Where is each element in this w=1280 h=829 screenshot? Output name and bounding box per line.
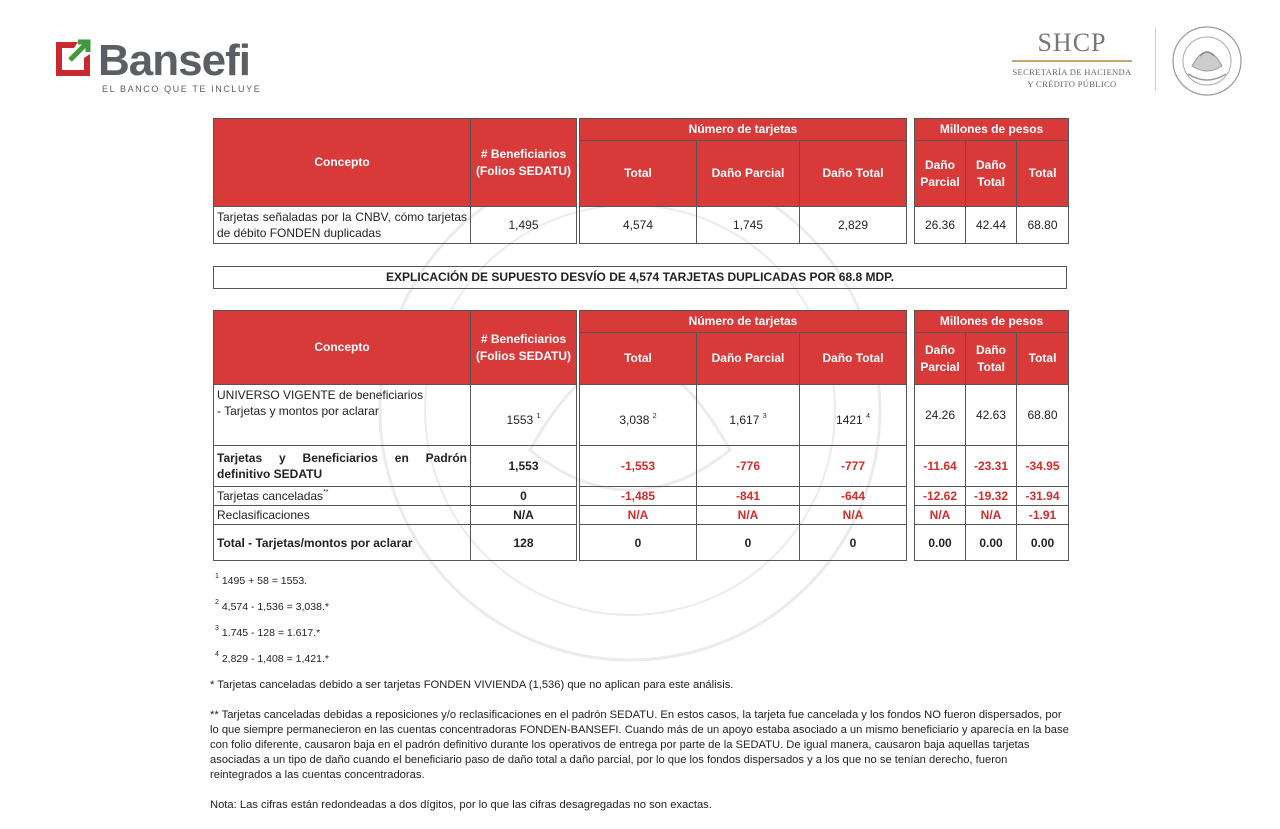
- row-beneficiarios: 128: [471, 525, 577, 561]
- row-m-dano-total: 42.63: [966, 385, 1017, 446]
- row-m-total: 68.80: [1017, 207, 1069, 244]
- row-dano-parcial: -841: [697, 487, 800, 506]
- detail-table: [213, 310, 1069, 561]
- row-dano-total: 2,829: [800, 207, 907, 244]
- shcp-logo: [1006, 28, 1138, 90]
- row-total: -1,485: [580, 487, 697, 506]
- footnote-3: $^3$ 1.745 - 128 = 1.617.*: [215, 625, 321, 639]
- row-concepto: Tarjetas y Beneficiarios en Padrón definitivo SEDATU: [214, 446, 471, 487]
- row-concepto: Reclasificaciones: [214, 506, 471, 525]
- row-dano-parcial: 1,617 $^3$: [697, 385, 800, 446]
- row-m-total: -1.91: [1017, 506, 1069, 525]
- header-m-dano-total: Daño Total: [966, 141, 1017, 207]
- note-double-star: ** Tarjetas canceladas debidas a reposiciones y/o reclasificaciones en el padrón SEDATU. En estos casos, la tarjeta fue cancelada y los fondos NO fueron dispersados, por lo que siempre permanecieron en las cuentas concentradoras FONDEN-BANSEFI. Cuando más de un apoyo estaba asociado a un mismo beneficiario y aparecía en la base con folio diferente, causaron baja en el padrón definitivo durante los operativos de entrega por parte de la SEDATU. De igual manera, causaron baja aquellas tarjetas asociadas a un tipo de daño cuando el beneficiario paso de daño total a daño parcial, por lo que los fondos dispersados y a los que no se tenían derecho, fueron reintegrados a las cuentas concentradoras.: [210, 709, 1069, 781]
- row-total: -1,553: [580, 446, 697, 487]
- row-m-dano-total: 0.00: [966, 525, 1017, 561]
- header-m-total: Total: [1017, 141, 1069, 207]
- note-final: Nota: Las cifras están redondeadas a dos dígitos, por lo que las cifras desagregadas no son exactas.: [210, 799, 712, 811]
- row-beneficiarios: N/A: [471, 506, 577, 525]
- header-millones-pesos: Millones de pesos: [915, 119, 1069, 141]
- row-concepto: Tarjetas canceladas**: [214, 487, 471, 506]
- header-concepto: Concepto: [214, 311, 471, 385]
- header-dano-parcial: Daño Parcial: [697, 141, 800, 207]
- header-m-dano-parcial: Daño Parcial: [915, 141, 966, 207]
- row-dano-total: N/A: [800, 506, 907, 525]
- row-m-dano-total: -23.31: [966, 446, 1017, 487]
- brand-tagline: EL BANCO QUE TE INCLUYE: [102, 84, 262, 94]
- bansefi-mark-icon: [52, 36, 96, 78]
- row-m-dano-parcial: 0.00: [915, 525, 966, 561]
- row-concepto: Tarjetas señaladas por la CNBV, cómo tarjetas de débito FONDEN duplicadas: [214, 207, 471, 244]
- brand-name: Bansefi: [98, 36, 250, 85]
- bansefi-logo: [52, 34, 262, 98]
- header-concepto: Concepto: [214, 119, 471, 207]
- row-m-dano-total: N/A: [966, 506, 1017, 525]
- shcp-title: SHCP: [1037, 28, 1107, 57]
- row-concepto-line1: UNIVERSO VIGENTE de beneficiarios: [217, 388, 424, 402]
- header-dano-total: Daño Total: [800, 141, 907, 207]
- row-m-dano-parcial: N/A: [915, 506, 966, 525]
- header-total: Total: [580, 333, 697, 385]
- shcp-line1: SECRETARÍA DE HACIENDA: [1012, 67, 1132, 77]
- row-beneficiarios: 1553 $^1$: [471, 385, 577, 446]
- row-dano-parcial: 1,745: [697, 207, 800, 244]
- table-row: [214, 446, 1069, 487]
- shcp-divider: [1012, 60, 1132, 62]
- header-millones-pesos: Millones de pesos: [915, 311, 1069, 333]
- row-m-dano-total: 42.44: [966, 207, 1017, 244]
- header-numero-tarjetas: Número de tarjetas: [580, 119, 907, 141]
- summary-table: [213, 118, 1069, 244]
- shcp-line2: Y CRÉDITO PÚBLICO: [1027, 79, 1117, 89]
- row-m-total: 68.80: [1017, 385, 1069, 446]
- row-m-dano-parcial: -12.62: [915, 487, 966, 506]
- row-m-total: -31.94: [1017, 487, 1069, 506]
- footnote-2: $^2$ 4,574 - 1,536 = 3,038.*: [215, 599, 329, 613]
- header-numero-tarjetas: Número de tarjetas: [580, 311, 907, 333]
- row-beneficiarios: 1,553: [471, 446, 577, 487]
- header-m-dano-total: Daño Total: [966, 333, 1017, 385]
- table-row: [214, 207, 1069, 244]
- row-m-dano-parcial: 26.36: [915, 207, 966, 244]
- row-dano-total: -644: [800, 487, 907, 506]
- row-concepto: Total - Tarjetas/montos por aclarar: [214, 525, 471, 561]
- row-total: N/A: [580, 506, 697, 525]
- row-beneficiarios: 0: [471, 487, 577, 506]
- notes-section: [210, 566, 1072, 813]
- header-beneficiarios: # Beneficiarios (Folios SEDATU): [471, 311, 577, 385]
- table-row: [214, 506, 1069, 525]
- header-m-total: Total: [1017, 333, 1069, 385]
- row-m-dano-total: -19.32: [966, 487, 1017, 506]
- mexico-seal-icon: [1170, 24, 1244, 98]
- row-dano-total: 0: [800, 525, 907, 561]
- row-dano-total: 1421 $^4$: [800, 385, 907, 446]
- header-m-dano-parcial: Daño Parcial: [915, 333, 966, 385]
- row-total: 4,574: [580, 207, 697, 244]
- header-total: Total: [580, 141, 697, 207]
- row-dano-parcial: -776: [697, 446, 800, 487]
- row-total: 0: [580, 525, 697, 561]
- header-dano-total: Daño Total: [800, 333, 907, 385]
- row-concepto: [214, 385, 471, 446]
- row-dano-parcial: N/A: [697, 506, 800, 525]
- footnote-4: $^4$ 2,829 - 1,408 = 1,421.*: [215, 651, 329, 665]
- row-total: 3,038 $^2$: [580, 385, 697, 446]
- row-beneficiarios: 1,495: [471, 207, 577, 244]
- footnote-1: $^1$ 1495 + 58 = 1553.: [215, 573, 308, 587]
- row-concepto-line2: - Tarjetas y montos por aclarar: [217, 404, 379, 418]
- row-dano-parcial: 0: [697, 525, 800, 561]
- explanation-banner: EXPLICACIÓN DE SUPUESTO DESVÍO DE 4,574 TARJETAS DUPLICADAS POR 68.8 MDP.: [213, 266, 1067, 289]
- header-separator: [1155, 28, 1156, 90]
- table-row: [214, 525, 1069, 561]
- header-dano-parcial: Daño Parcial: [697, 333, 800, 385]
- table-row: [214, 385, 1069, 446]
- row-m-total: -34.95: [1017, 446, 1069, 487]
- row-dano-total: -777: [800, 446, 907, 487]
- note-star: * Tarjetas canceladas debido a ser tarjetas FONDEN VIVIENDA (1,536) que no aplican para este análisis.: [210, 679, 734, 691]
- table-row: [214, 487, 1069, 506]
- header-beneficiarios: # Beneficiarios (Folios SEDATU): [471, 119, 577, 207]
- row-m-dano-parcial: 24.26: [915, 385, 966, 446]
- row-m-dano-parcial: -11.64: [915, 446, 966, 487]
- row-m-total: 0.00: [1017, 525, 1069, 561]
